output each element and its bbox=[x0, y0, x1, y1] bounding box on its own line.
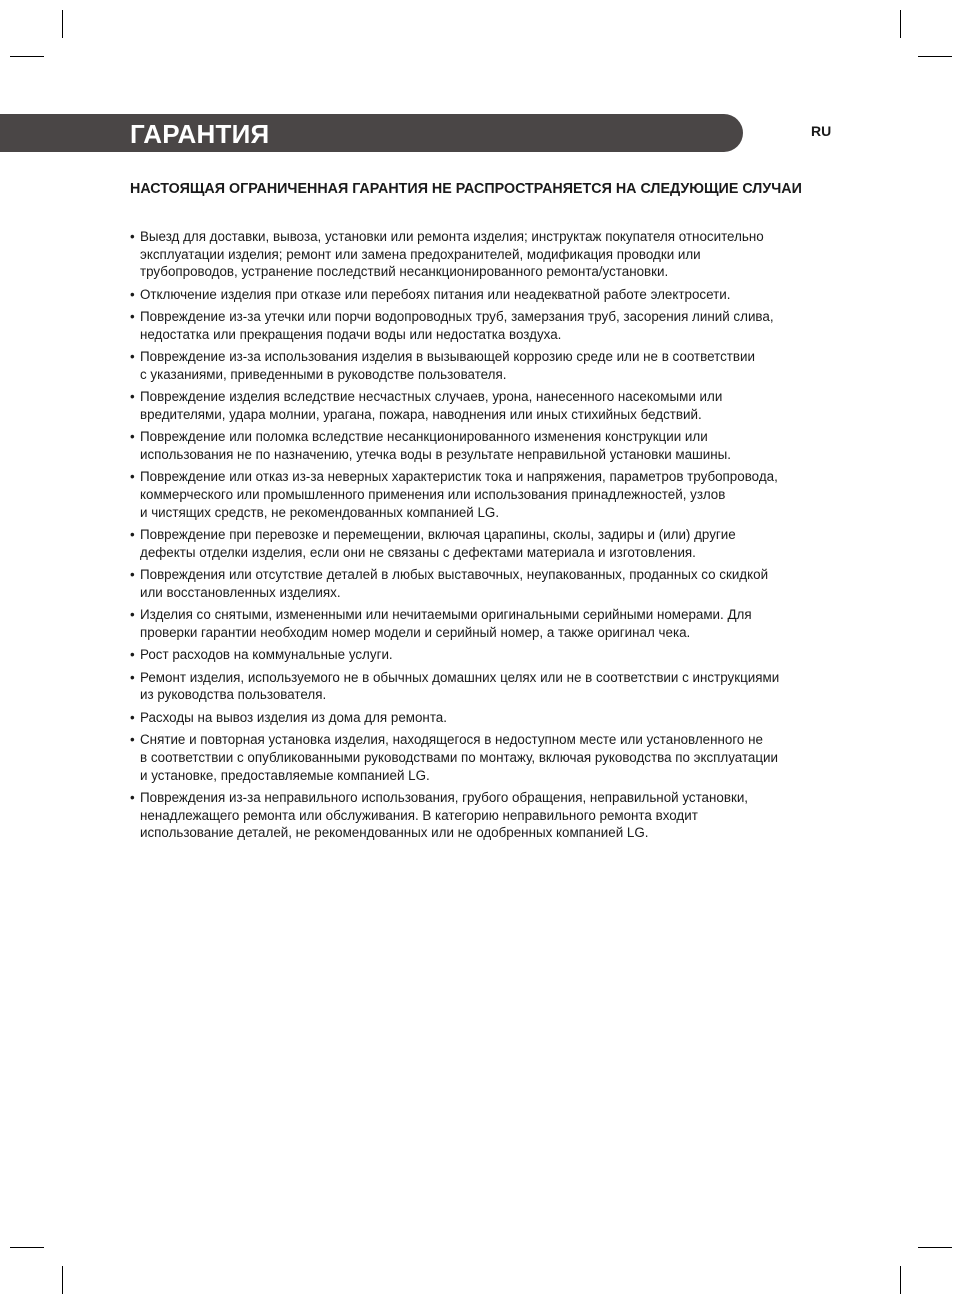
list-item-text: Снятие и повторная установка изделия, находящегося в недоступном месте или установленного не в соответствии с опубликованными руководствами по монтажу, включая руководства по эксплуатации и установке, предоставляемые компанией LG. bbox=[140, 732, 779, 783]
bullet-icon: • bbox=[130, 309, 135, 325]
crop-mark-top-right-vertical bbox=[900, 10, 901, 38]
list-item-text: Отключение изделия при отказе или перебоях питания или неадекватной работе электросети. bbox=[140, 286, 731, 302]
crop-mark-bottom-left-horizontal bbox=[10, 1247, 44, 1248]
list-item bbox=[130, 228, 842, 281]
bullet-icon: • bbox=[130, 286, 135, 302]
bullet-icon: • bbox=[130, 429, 135, 445]
bullet-icon: • bbox=[130, 709, 135, 725]
bullet-icon: • bbox=[130, 732, 135, 748]
list-item bbox=[130, 566, 842, 601]
title-bar bbox=[0, 114, 743, 152]
list-item bbox=[130, 606, 842, 641]
list-item bbox=[130, 388, 842, 423]
list-item bbox=[130, 286, 842, 304]
bullet-icon: • bbox=[130, 607, 135, 623]
list-item bbox=[130, 646, 842, 664]
list-item-text: Повреждения из-за неправильного использования, грубого обращения, неправильной установки, ненадлежащего ремонта или обслуживания. В категорию неправильного ремонта входит использование деталей, не рекомендованных или не одобренных компанией LG. bbox=[140, 790, 749, 841]
list-item-text: Повреждение при перевозке и перемещении, включая царапины, сколы, задиры и (или) другие дефекты отделки изделия, если они не связаны с дефектами материала и изготовления. bbox=[140, 527, 736, 560]
bullet-icon: • bbox=[130, 669, 135, 685]
list-item-text: Изделия со снятыми, измененными или нечитаемыми оригинальными серийными номерами. Для проверки гарантии необходим номер модели и серийный номер, а также оригинал чека. bbox=[140, 607, 752, 640]
exclusions-list bbox=[130, 228, 842, 847]
language-code: RU bbox=[811, 123, 832, 139]
bullet-icon: • bbox=[130, 790, 135, 806]
list-item-text: Повреждение или отказ из-за неверных характеристик тока и напряжения, параметров трубопровода, коммерческого или промышленного применения или использования принадлежностей, узлов и чистящих средств, не рекомендованных компанией LG. bbox=[140, 469, 778, 520]
bullet-icon: • bbox=[130, 349, 135, 365]
list-item-text: Выезд для доставки, вывоза, установки или ремонта изделия; инструктаж покупателя относительно эксплуатации изделия; ремонт или замена предохранителей, модификация проводки или трубопроводов, устранение последствий несанкционированного ремонта/установки. bbox=[140, 229, 764, 280]
section-heading: НАСТОЯЩАЯ ОГРАНИЧЕННАЯ ГАРАНТИЯ НЕ РАСПРОСТРАНЯЕТСЯ НА СЛЕДУЮЩИЕ СЛУЧАИ bbox=[130, 181, 802, 197]
list-item-text: Повреждение из-за утечки или порчи водопроводных труб, замерзания труб, засорения линий слива, недостатка или прекращения подачи воды или недостатка воздуха. bbox=[140, 309, 774, 342]
list-item bbox=[130, 669, 842, 704]
list-item bbox=[130, 348, 842, 383]
list-item-text: Расходы на вывоз изделия из дома для ремонта. bbox=[140, 709, 447, 725]
crop-mark-bottom-right-horizontal bbox=[918, 1247, 952, 1248]
list-item-text: Рост расходов на коммунальные услуги. bbox=[140, 647, 393, 663]
list-item-text: Ремонт изделия, используемого не в обычных домашних целях или не в соответствии с инструкциями из руководства пользователя. bbox=[140, 669, 780, 703]
crop-mark-bottom-right-vertical bbox=[900, 1266, 901, 1294]
list-item bbox=[130, 468, 842, 521]
crop-mark-top-left-vertical bbox=[62, 10, 63, 38]
bullet-icon: • bbox=[130, 567, 135, 583]
list-item bbox=[130, 428, 842, 463]
list-item bbox=[130, 308, 842, 343]
bullet-icon: • bbox=[130, 647, 135, 663]
list-item bbox=[130, 526, 842, 561]
list-item-text: Повреждение из-за использования изделия в вызывающей коррозию среде или не в соответствии с указаниями, приведенными в руководстве пользователя. bbox=[140, 349, 755, 382]
bullet-icon: • bbox=[130, 469, 135, 485]
crop-mark-bottom-left-vertical bbox=[62, 1266, 63, 1294]
list-item-text: Повреждения или отсутствие деталей в любых выставочных, неупакованных, проданных со скидкой или восстановленных изделиях. bbox=[140, 567, 769, 600]
bullet-icon: • bbox=[130, 389, 135, 405]
bullet-icon: • bbox=[130, 229, 135, 244]
list-item-text: Повреждение или поломка вследствие несанкционированного изменения конструкции или использования не по назначению, утечка воды в результате неправильной установки машины. bbox=[140, 429, 732, 462]
list-item bbox=[130, 789, 842, 842]
list-item bbox=[130, 731, 842, 784]
page-title: ГАРАНТИЯ bbox=[130, 119, 270, 149]
bullet-icon: • bbox=[130, 527, 135, 543]
list-item bbox=[130, 709, 842, 727]
crop-mark-top-right-horizontal bbox=[918, 56, 952, 57]
list-item-text: Повреждение изделия вследствие несчастных случаев, урона, нанесенного насекомыми или вредителями, удара молнии, урагана, пожара, наводнения или иных стихийных бедствий. bbox=[140, 389, 723, 422]
crop-mark-top-left-horizontal bbox=[10, 56, 44, 57]
